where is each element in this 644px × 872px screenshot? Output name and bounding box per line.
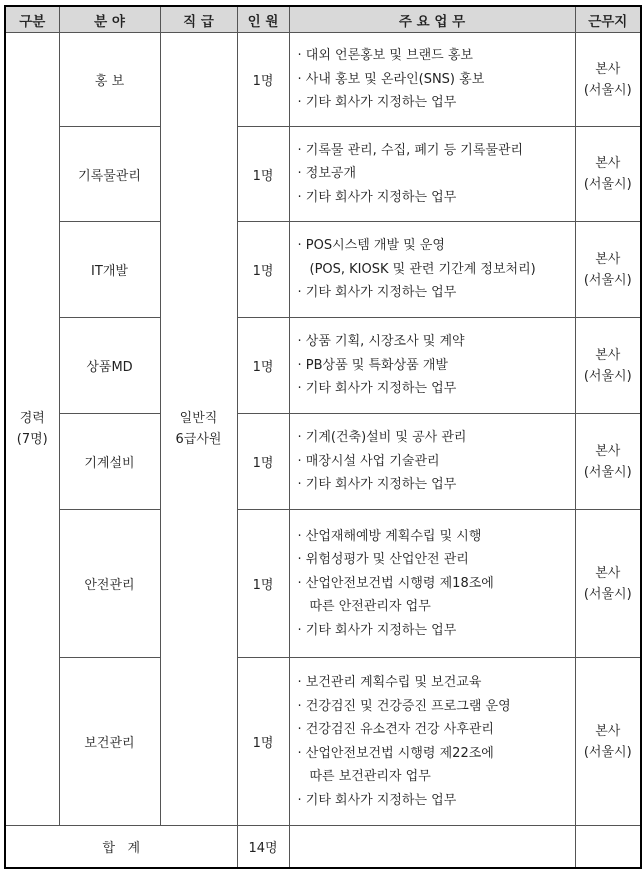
location-city: (서울시): [583, 744, 632, 760]
location-cell: [575, 33, 641, 127]
location-name: 본사: [595, 723, 621, 739]
header-duties: 주 요 업 무: [289, 6, 575, 33]
location-cell: [575, 318, 641, 414]
table-row: [5, 414, 641, 510]
location-name: 본사: [595, 565, 621, 581]
duty-item: · 기타 회사가 지정하는 업무: [297, 477, 457, 493]
duty-item: · 산업안전보건법 시행령 제22조에: [297, 745, 494, 761]
headcount-cell: 1명: [237, 318, 289, 414]
duty-item: · 정보공개: [297, 166, 356, 182]
duty-item: · 기타 회사가 지정하는 업무: [297, 381, 457, 397]
headcount-cell: 1명: [237, 127, 289, 222]
duties-cell: [289, 318, 575, 414]
duty-item-continued: 따른 안전관리자 업무: [309, 599, 431, 615]
field-cell: IT개발: [59, 222, 160, 318]
duty-item: · PB상품 및 특화상품 개발: [297, 357, 448, 373]
table-row: [5, 222, 641, 318]
headcount-cell: 1명: [237, 33, 289, 127]
header-field: 분 야: [59, 6, 160, 33]
duties-cell: [289, 127, 575, 222]
location-cell: [575, 127, 641, 222]
location-name: 본사: [595, 156, 621, 171]
field-cell: 상품MD: [59, 318, 160, 414]
duty-item: · 기계(건축)설비 및 공사 관리: [297, 430, 467, 446]
duty-item: · 건강검진 유소견자 건강 사후관리: [297, 722, 494, 737]
location-city: (서울시): [583, 464, 632, 480]
header-category: 구분: [5, 6, 59, 33]
headcount-cell: 1명: [237, 510, 289, 658]
duty-item: · 산업재해예방 계획수립 및 시행: [297, 528, 482, 544]
duties-cell: [289, 658, 575, 826]
field-cell: 기록물관리: [59, 127, 160, 222]
duty-item: · 기록물 관리, 수집, 폐기 등 기록물관리: [297, 142, 524, 158]
location-cell: [575, 658, 641, 826]
category-count: (7명): [16, 432, 48, 447]
table-row: [5, 33, 641, 127]
duty-item: · 기타 회사가 지정하는 업무: [297, 189, 457, 205]
duties-cell: [289, 33, 575, 127]
duties-cell: [289, 222, 575, 318]
duty-item: · 위험성평가 및 산업안전 관리: [297, 552, 469, 568]
location-name: 본사: [595, 61, 621, 77]
table-row: [5, 658, 641, 826]
table-row: [5, 318, 641, 414]
location-name: 본사: [595, 443, 621, 459]
header-rank: 직 급: [160, 6, 237, 33]
field-cell: 안전관리: [59, 510, 160, 658]
location-city: (서울시): [583, 368, 632, 384]
duty-item-continued: 따른 보건관리자 업무: [309, 769, 431, 784]
headcount-cell: 1명: [237, 222, 289, 318]
recruitment-table: [4, 5, 642, 869]
category-cell: [5, 33, 59, 826]
field-cell: 홍 보: [59, 33, 160, 127]
duty-item: · 산업안전보건법 시행령 제18조에: [297, 575, 494, 591]
duty-item: · 기타 회사가 지정하는 업무: [297, 285, 457, 301]
duty-item: · 기타 회사가 지정하는 업무: [297, 622, 457, 638]
duty-item-continued: (POS, KIOSK 및 관련 기간계 정보처리): [309, 261, 536, 277]
rank-cell: [160, 33, 237, 826]
total-location-empty: [575, 826, 641, 869]
location-city: (서울시): [583, 177, 632, 192]
rank-grade: 6급사원: [175, 432, 222, 447]
rank-type: 일반직: [179, 411, 218, 426]
duty-item: · 기타 회사가 지정하는 업무: [297, 95, 457, 111]
duty-item: · POS시스템 개발 및 운영: [297, 238, 445, 254]
field-cell: 보건관리: [59, 658, 160, 826]
duty-item: · 상품 기획, 시장조사 및 계약: [297, 334, 465, 350]
table-row: [5, 127, 641, 222]
header-headcount: 인 원: [237, 6, 289, 33]
location-cell: [575, 222, 641, 318]
location-cell: [575, 414, 641, 510]
location-city: (서울시): [583, 586, 632, 602]
location-city: (서울시): [583, 82, 632, 98]
duty-item: · 기타 회사가 지정하는 업무: [297, 792, 457, 808]
duty-item: · 사내 홍보 및 온라인(SNS) 홍보: [297, 71, 485, 87]
location-name: 본사: [595, 347, 621, 363]
headcount-cell: 1명: [237, 658, 289, 826]
duties-cell: [289, 414, 575, 510]
table-row: [5, 510, 641, 658]
header-location: 근무지: [575, 6, 641, 33]
duties-cell: [289, 510, 575, 658]
headcount-cell: 1명: [237, 414, 289, 510]
duty-item: · 보건관리 계획수립 및 보건교육: [297, 675, 482, 690]
total-duties-empty: [289, 826, 575, 869]
header-row: [5, 6, 641, 33]
duty-item: · 매장시설 사업 기술관리: [297, 453, 440, 469]
duty-item: · 대외 언론홍보 및 브랜드 홍보: [297, 48, 473, 64]
duty-item: · 건강검진 및 건강증진 프로그램 운영: [297, 698, 511, 714]
total-count: 14명: [237, 826, 289, 869]
category-label: 경력: [19, 411, 45, 426]
location-cell: [575, 510, 641, 658]
location-city: (서울시): [583, 272, 632, 288]
total-row: [5, 826, 641, 869]
field-cell: 기계설비: [59, 414, 160, 510]
location-name: 본사: [595, 251, 621, 267]
total-label: 합 계: [5, 826, 237, 869]
